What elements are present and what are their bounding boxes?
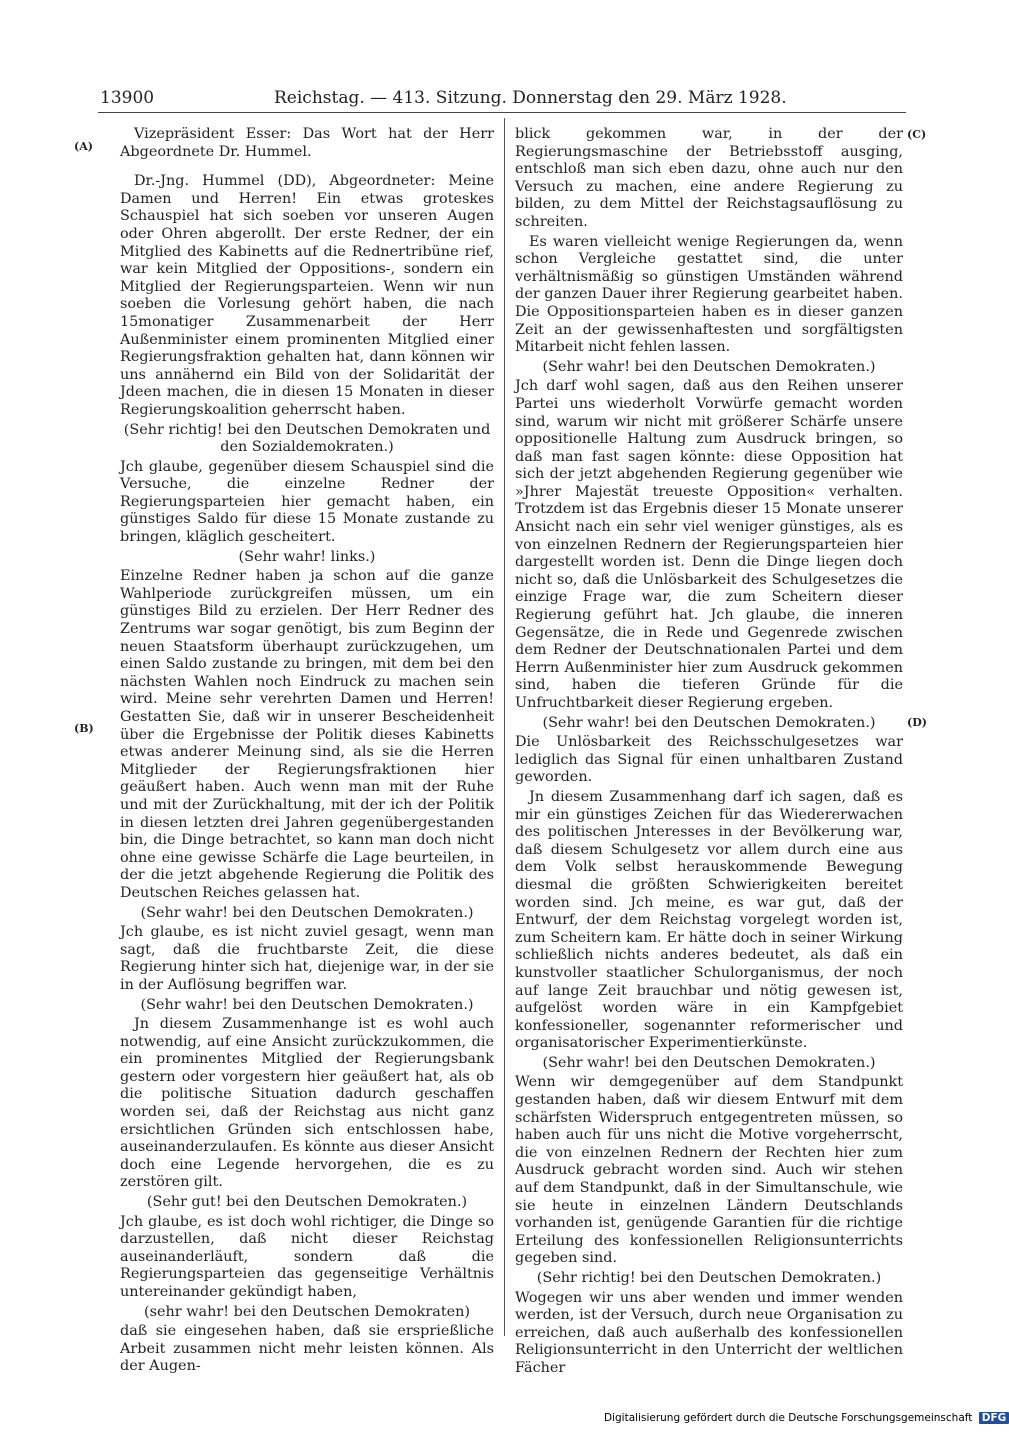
right-column <box>515 126 903 1380</box>
paragraph: Vizepräsident Esser: Das Wort hat der Herr Abgeordnete Dr. Hummel. <box>120 126 494 160</box>
interjection: (sehr wahr! bei den Deutschen Demokraten) <box>143 1303 471 1320</box>
digitization-credit <box>604 1412 1009 1424</box>
paragraph: Jn diesem Zusammenhang darf ich sagen, daß es mir ein günstiges Zeichen für das Wiedererwachen des politischen Jnteresses in der Bevölkerung war, daß diesem Schulgesetz vor allem durch eine aus dem Volk selbst herauskommende Bewegung diesmal die größten Schwierigkeiten bereitet worden sind. Jch meine, es war gut, daß der Entwurf, der dem Reichstag vorgelegt worden ist, zum Scheitern kam. Er hätte doch in seiner Wirkung schließlich nichts anderes bedeutet, als daß ein kunstvoller staatlicher Schulorganismus, der noch auf lange Zeit brauchbar und nötig gewesen ist, aufgelöst worden wäre in ein Kampfgebiet konfessioneller, sogenannter reformerischer und organisatorischer Experimentierkünste. <box>515 788 903 1052</box>
margin-marker-b: (B) <box>74 722 94 735</box>
interjection: (Sehr wahr! links.) <box>238 548 376 565</box>
paragraph: Die Unlösbarkeit des Reichsschulgesetzes war lediglich das Signal für einen unhaltbaren Zustand geworden. <box>515 734 903 786</box>
page-number: 13900 <box>100 88 155 108</box>
interjection: (Sehr wahr! bei den Deutschen Demokraten.) <box>542 714 876 731</box>
paragraph: Dr.-Jng. Hummel (DD), Abgeordneter: Meine Damen und Herren! Ein etwas groteskes Schauspiel hat sich soeben vor unseren Augen oder Ohren abgerollt. Der erste Redner, der ein Mitglied des Kabinetts auf die Rednertribüne rief, war kein Mitglied der Oppositions-, sondern ein Mitglied der Regierungsparteien. Wenn wir nun soeben die Vorlesung gehört haben, die nach 15monatiger Zusammenarbeit der Herr Außenminister einem prominenten Mitglied einer Regierungsfraktion gehalten hat, dann können wir uns annähernd ein Bild von der Solidarität der Jdeen machen, die in diesen 15 Monaten in dieser Regierungskoalition geherrscht haben. <box>120 173 494 418</box>
interjection: (Sehr wahr! bei den Deutschen Demokraten.) <box>542 1054 876 1071</box>
interjection: (Sehr wahr! bei den Deutschen Demokraten.) <box>542 358 876 375</box>
paragraph: Jch glaube, es ist doch wohl richtiger, die Dinge so darzustellen, daß nicht dieser Reichstag auseinanderläuft, sondern daß die Regierungsparteien das gegenseitige Verhältnis untereinander gekündigt haben, <box>120 1213 494 1300</box>
interjection: (Sehr gut! bei den Deutschen Demokraten.) <box>146 1194 468 1211</box>
paragraph: Jch glaube, gegenüber diesem Schauspiel sind die Versuche, die einzelne Redner der Regierungsparteien hier gemacht haben, ein günstiges Saldo für diese 15 Monate zustande zu bringen, kläglich gescheitert. <box>120 458 494 546</box>
margin-marker-a: (A) <box>74 140 93 153</box>
interjection: (Sehr wahr! bei den Deutschen Demokraten.) <box>140 904 474 921</box>
left-column <box>120 126 494 1378</box>
dfg-logo: DFG <box>979 1412 1009 1424</box>
margin-marker-d: (D) <box>907 716 927 729</box>
interjection: (Sehr richtig! bei den Deutschen Demokraten und den Sozialdemokraten.) <box>123 421 491 456</box>
column-divider <box>504 118 505 1336</box>
paragraph: Jn diesem Zusammenhange ist es wohl auch notwendig, auf eine Ansicht zurückzukommen, die ein prominentes Mitglied der Regierungsbank gestern oder vorgestern hier geäußert hat, als ob die politische Situation dadurch geschaffen worden sei, daß der Reichstag aus nicht ganz ersichtlichen Gründen sich entschlossen habe, auseinanderzulaufen. Es könnte aus dieser Ansicht doch eine Legende hervorgehen, die es zu zerstören gilt. <box>120 1016 494 1191</box>
paragraph: Wenn wir demgegenüber auf dem Standpunkt gestanden haben, daß wir diesem Entwurf mit dem schärfsten Widerspruch entgegentreten müssen, so haben auch für uns nicht die Motive vorgeherrscht, die von einzelnen Rednern der Rechten hier zum Ausdruck gebracht worden sind. Auch wir stehen auf dem Standpunkt, daß in der Simultanschule, wie sie heute in einzelnen Ländern Deutschlands vorhanden ist, genügende Garantien für die richtige Erteilung des konfessionellen Religionsunterrichts gegeben sind. <box>515 1074 903 1267</box>
paragraph: daß sie eingesehen haben, daß sie ersprießliche Arbeit zusammen nicht mehr leisten können. Als der Augen- <box>120 1323 494 1375</box>
paragraph: Jch glaube, es ist nicht zuviel gesagt, wenn man sagt, daß die fruchtbarste Zeit, die diese Regierung hinter sich hat, diejenige war, in der sie in der Auflösung begriffen war. <box>120 924 494 993</box>
paragraph: Es waren vielleicht wenige Regierungen da, wenn schon Vergleiche gestattet sind, die unter verhältnismäßig so günstigen Umständen während der ganzen Dauer ihrer Regierung gearbeitet haben. Die Oppositionsparteien haben es in dieser ganzen Zeit an der gewissenhaftesten und sorgfältigsten Mitarbeit nicht fehlen lassen. <box>515 233 903 356</box>
paragraph: Jch darf wohl sagen, daß aus den Reihen unserer Partei uns wiederholt Vorwürfe gemacht worden sind, warum wir nicht mit größerer Schärfe unsere oppositionelle Haltung zum Ausdruck bringen, so daß man fast sagen könnte: diese Opposition hat sich der jetzt abgehenden Regierung gegenüber wie »Jhrer Majestät treueste Opposition« verhalten. Trotzdem ist das Ergebnis dieser 15 Monate unserer Ansicht nach ein sehr viel weniger günstiges, als es von einzelnen Rednern der Regierungsparteien hier dargestellt worden ist. Denn die Dinge liegen doch nicht so, daß die Unlösbarkeit des Schulgesetzes die einzige Frage war, die zum Scheitern dieser Regierung geführt hat. Jch glaube, die inneren Gegensätze, die in Rede und Gegenrede zwischen dem Redner der Deutschnationalen Partei und dem Herrn Außenminister hier zum Ausdruck gekommen sind, haben die tieferen Gründe für die Unfruchtbarkeit dieser Regierung ergeben. <box>515 378 903 711</box>
page-header <box>96 88 906 114</box>
paragraph: Einzelne Redner haben ja schon auf die ganze Wahlperiode zurückgreifen müssen, um ein günstiges Bild zu erzielen. Der Herr Redner des Zentrums war sogar genötigt, bis zum Beginn der neuen Staatsform überhaupt zurückzugehen, um einen Saldo zustande zu bringen, mit dem bei den nächsten Wahlen noch Eindruck zu machen sein wird. Meine sehr verehrten Damen und Herren! Gestatten Sie, daß wir in unserer Bescheidenheit über die Ergebnisse der Politik dieses Kabinetts etwas anderer Meinung sind, als sie die Herren Mitglieder der Regierungsfraktionen hier geäußert haben. Auch wenn man mit der Ruhe und mit der Zurückhaltung, mit der ich der Politik in diesen letzten drei Jahren gegenübergestanden bin, die Dinge betrachtet, so kann man doch nicht ohne eine gewisse Schärfe die Lage beurteilen, in der die jetzt abgehende Regierung die Politik des Deutschen Reiches gelassen hat. <box>120 568 494 901</box>
interjection: (Sehr richtig! bei den Deutschen Demokraten.) <box>536 1270 882 1286</box>
digitization-credit-text: Digitalisierung gefördert durch die Deutsche Forschungsgemeinschaft <box>604 1412 973 1424</box>
running-title: Reichstag. — 413. Sitzung. Donnerstag den 29. März 1928. <box>274 88 787 108</box>
paragraph: blick gekommen war, in der der Regierungsmaschine der Betriebsstoff ausging, entschloß man sich eben dazu, ohne auch nur den Versuch zu machen, eine andere Regierung zu bilden, zu dem Mittel der Reichstagsauflösung zu schreiten. <box>515 126 903 230</box>
header-rule <box>98 112 906 113</box>
interjection: (Sehr wahr! bei den Deutschen Demokraten.) <box>140 996 474 1013</box>
paragraph: Wogegen wir uns aber wenden und immer wenden werden, ist der Versuch, durch neue Organisation zu erreichen, daß auch außerhalb des konfessionellen Religionsunterricht in den Unterricht der weltlichen Fächer <box>515 1289 903 1376</box>
margin-marker-c: (C) <box>907 128 927 141</box>
